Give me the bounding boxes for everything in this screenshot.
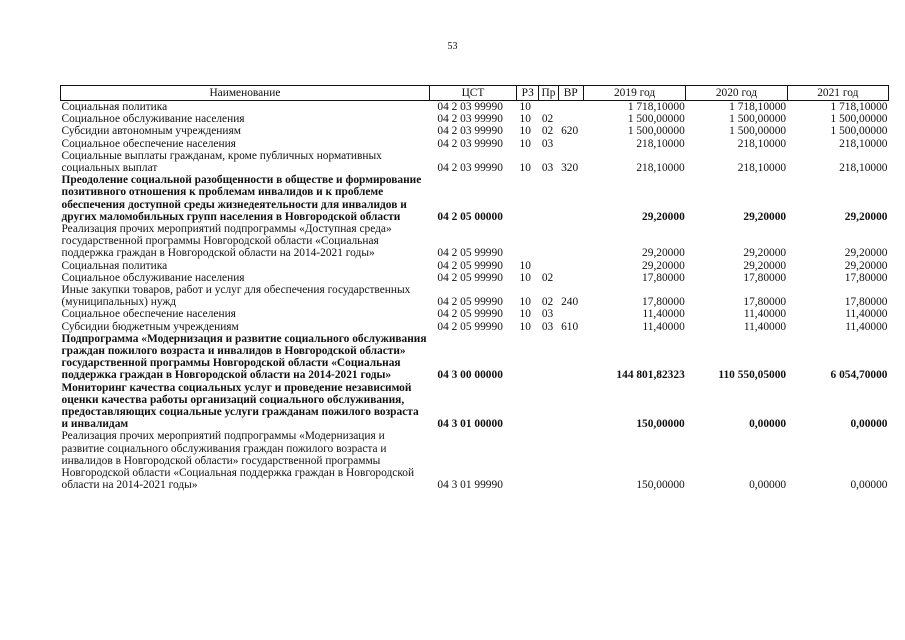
cell-2021: 29,20000 bbox=[844, 210, 888, 223]
cell-2021: 11,40000 bbox=[845, 308, 888, 321]
cell-vr: 320 bbox=[561, 162, 579, 175]
cell-name: Социальная политика bbox=[61, 259, 168, 272]
cell-name: Социальная политика bbox=[61, 101, 168, 113]
cell-2021: 218,10000 bbox=[839, 137, 888, 150]
cell-cst: 04 2 05 99990 bbox=[437, 296, 503, 309]
cell-cst: 04 2 05 99990 bbox=[437, 247, 503, 260]
cell-vr: 610 bbox=[561, 320, 579, 333]
cell-cst: 04 2 05 99990 bbox=[437, 308, 503, 321]
cell-name: Социальное обеспечение населения bbox=[61, 308, 236, 321]
header-2021: 2021 год bbox=[787, 86, 888, 101]
cell-rz: 10 bbox=[519, 101, 531, 113]
cell-vr bbox=[558, 430, 583, 491]
cell-2021: 218,10000 bbox=[839, 162, 888, 175]
cell-2019: 1 718,10000 bbox=[627, 101, 685, 113]
cell-rz: 10 bbox=[519, 137, 531, 150]
cell-2021: 11,40000 bbox=[845, 320, 888, 333]
header-cst: ЦСТ bbox=[429, 86, 516, 101]
table-row bbox=[61, 272, 889, 284]
cell-rz: 10 bbox=[519, 259, 531, 272]
cell-rz: 10 bbox=[519, 320, 531, 333]
cell-pr: 02 bbox=[541, 113, 554, 126]
cell-pr: 02 bbox=[541, 296, 554, 309]
cell-2021: 0,00000 bbox=[850, 479, 888, 492]
cell-cst: 04 2 05 00000 bbox=[437, 210, 503, 223]
cell-cst: 04 2 05 99990 bbox=[437, 320, 503, 333]
cell-2020: 29,20000 bbox=[743, 259, 787, 272]
table-header bbox=[61, 86, 889, 101]
cell-2021: 29,20000 bbox=[844, 247, 888, 260]
cell-cst: 04 3 01 00000 bbox=[437, 418, 503, 431]
cell-vr bbox=[558, 113, 583, 125]
cell-vr bbox=[558, 333, 583, 382]
cell-pr: 02 bbox=[541, 125, 554, 138]
cell-name: Социальное обеспечение населения bbox=[61, 137, 236, 150]
cell-pr bbox=[539, 260, 558, 272]
cell-2020: 29,20000 bbox=[743, 210, 787, 223]
cell-pr bbox=[539, 174, 558, 223]
cell-2020: 110 550,05000 bbox=[718, 369, 787, 382]
cell-cst: 04 2 05 99990 bbox=[437, 271, 503, 284]
cell-2019: 11,40000 bbox=[642, 308, 685, 321]
cell-vr bbox=[558, 382, 583, 431]
cell-name: Иные закупки товаров, работ и услуг для обеспечения государственных (муниципальных) нужд bbox=[61, 284, 411, 309]
cell-vr bbox=[558, 101, 583, 114]
cell-name: Социальное обслуживание населения bbox=[61, 271, 245, 284]
cell-name: Субсидии бюджетным учреждениям bbox=[61, 320, 239, 333]
cell-2020: 1 718,10000 bbox=[729, 101, 787, 113]
cell-2020: 29,20000 bbox=[743, 247, 787, 260]
cell-vr: 240 bbox=[561, 296, 579, 309]
header-2020: 2020 год bbox=[686, 86, 787, 101]
cell-2021: 17,80000 bbox=[844, 296, 888, 309]
table-row bbox=[61, 125, 889, 137]
cell-2021: 1 718,10000 bbox=[830, 101, 888, 113]
header-rz: РЗ bbox=[517, 86, 539, 101]
table-row bbox=[61, 333, 889, 382]
cell-rz bbox=[517, 223, 539, 260]
cell-name: Подпрограмма «Модернизация и развитие социального обслуживания граждан пожилого возраста и инвалидов в Новгородской области» государственной программы Новгородской области «Социальная поддержка граждан в Новгородской области на 2014-2021 годы» bbox=[61, 332, 427, 382]
cell-2019: 17,80000 bbox=[642, 271, 685, 284]
cell-2019: 1 500,00000 bbox=[627, 113, 685, 126]
cell-pr bbox=[539, 223, 558, 260]
cell-name: Субсидии автономным учреждениям bbox=[61, 125, 241, 138]
table-row bbox=[61, 174, 889, 223]
table-row bbox=[61, 321, 889, 333]
cell-vr: 620 bbox=[561, 125, 579, 138]
table-row bbox=[61, 101, 889, 114]
cell-rz: 10 bbox=[519, 113, 531, 126]
cell-cst: 04 2 03 99990 bbox=[437, 125, 503, 138]
cell-cst: 04 2 03 99990 bbox=[437, 113, 503, 126]
cell-2021: 1 500,00000 bbox=[830, 113, 888, 126]
cell-2020: 17,80000 bbox=[743, 296, 787, 309]
cell-name: Социальное обслуживание населения bbox=[61, 113, 245, 126]
cell-2020: 11,40000 bbox=[743, 320, 787, 333]
cell-vr bbox=[558, 260, 583, 272]
header-name: Наименование bbox=[61, 86, 430, 101]
cell-rz bbox=[517, 430, 539, 491]
cell-name: Реализация прочих мероприятий подпрограммы «Модернизация и развитие социального обслуживания граждан пожилого возраста и инвалидов в Новгородской области» государственной программы Новгородской области «Социальная поддержка граждан в Новгородской области на 2014-2021 годы» bbox=[61, 430, 415, 492]
cell-2019: 218,10000 bbox=[636, 162, 685, 175]
cell-pr: 03 bbox=[541, 137, 554, 150]
header-pr: Пр bbox=[539, 86, 558, 101]
cell-2020: 0,00000 bbox=[749, 479, 787, 492]
table-row bbox=[61, 113, 889, 125]
cell-name: Преодоление социальной разобщенности в обществе и формирование позитивного отношения к проблемам инвалидов и к проблеме обеспечения доступной среды жизнедеятельности для инвалидов и других маломобильных групп населения в Новгородской области bbox=[61, 174, 422, 223]
cell-cst: 04 2 03 99990 bbox=[437, 162, 503, 175]
cell-vr bbox=[558, 138, 583, 150]
cell-cst: 04 3 01 99990 bbox=[437, 479, 503, 492]
cell-pr bbox=[539, 382, 558, 431]
cell-2020: 17,80000 bbox=[743, 271, 787, 284]
budget-table bbox=[60, 85, 889, 492]
cell-2019: 29,20000 bbox=[642, 210, 685, 223]
cell-2019: 218,10000 bbox=[636, 137, 685, 150]
cell-vr bbox=[558, 272, 583, 284]
cell-pr: 03 bbox=[541, 308, 554, 321]
table-row bbox=[61, 382, 889, 431]
cell-name: Мониторинг качества социальных услуг и проведение независимой оценки качества работы организаций социального обслуживания, предоставляющих социальные услуги гражданам пожилого возраста и инвалидам bbox=[61, 381, 419, 431]
cell-name: Социальные выплаты гражданам, кроме публичных нормативных социальных выплат bbox=[61, 149, 382, 175]
cell-2021: 1 500,00000 bbox=[830, 125, 888, 138]
cell-2019: 11,40000 bbox=[642, 320, 685, 333]
cell-2020: 1 500,00000 bbox=[729, 125, 787, 138]
cell-vr bbox=[558, 223, 583, 260]
budget-table-container bbox=[60, 85, 889, 492]
header-2019: 2019 год bbox=[583, 86, 685, 101]
header-vr: ВР bbox=[558, 86, 583, 101]
cell-2019: 150,00000 bbox=[636, 479, 685, 492]
cell-2021: 29,20000 bbox=[844, 259, 888, 272]
cell-2020: 218,10000 bbox=[737, 137, 787, 150]
cell-pr bbox=[539, 101, 558, 114]
cell-rz: 10 bbox=[519, 308, 531, 321]
cell-pr bbox=[539, 430, 558, 491]
table-row bbox=[61, 430, 889, 491]
cell-2020: 11,40000 bbox=[743, 308, 787, 321]
cell-2019: 1 500,00000 bbox=[627, 125, 685, 138]
cell-name: Реализация прочих мероприятий подпрограммы «Доступная среда» государственной программы Новгородской области «Социальная поддержка граждан в Новгородской области на 2014-2021 годы» bbox=[61, 223, 392, 260]
cell-2021: 17,80000 bbox=[844, 271, 888, 284]
cell-rz bbox=[517, 382, 539, 431]
cell-2020: 1 500,00000 bbox=[729, 113, 787, 126]
cell-rz: 10 bbox=[519, 162, 531, 175]
cell-pr: 03 bbox=[541, 162, 554, 175]
cell-cst: 04 2 03 99990 bbox=[437, 101, 503, 113]
cell-cst: 04 2 05 99990 bbox=[437, 259, 503, 272]
table-row bbox=[61, 308, 889, 320]
cell-2019: 29,20000 bbox=[642, 247, 685, 260]
cell-rz: 10 bbox=[519, 271, 531, 284]
page-number: 53 bbox=[447, 41, 458, 52]
cell-2021: 0,00000 bbox=[850, 418, 888, 431]
cell-rz: 10 bbox=[519, 125, 531, 138]
cell-2021: 6 054,70000 bbox=[830, 369, 888, 382]
cell-cst: 04 2 03 99990 bbox=[437, 137, 503, 150]
cell-pr: 02 bbox=[541, 271, 554, 284]
cell-rz bbox=[517, 333, 539, 382]
table-row bbox=[61, 284, 889, 308]
cell-vr bbox=[558, 174, 583, 223]
cell-2019: 29,20000 bbox=[642, 259, 685, 272]
cell-rz bbox=[517, 174, 539, 223]
table-row bbox=[61, 223, 889, 260]
table-row bbox=[61, 138, 889, 150]
cell-2020: 0,00000 bbox=[749, 418, 787, 431]
cell-2019: 150,00000 bbox=[636, 418, 685, 431]
table-row bbox=[61, 150, 889, 174]
cell-pr bbox=[539, 333, 558, 382]
cell-vr bbox=[558, 308, 583, 320]
cell-2019: 17,80000 bbox=[642, 296, 685, 309]
cell-2019: 144 801,82323 bbox=[616, 369, 685, 382]
cell-2020: 218,10000 bbox=[737, 162, 787, 175]
table-row bbox=[61, 260, 889, 272]
cell-pr: 03 bbox=[541, 320, 554, 333]
table-body bbox=[61, 101, 889, 492]
cell-cst: 04 3 00 00000 bbox=[437, 369, 503, 382]
cell-rz: 10 bbox=[519, 296, 531, 309]
